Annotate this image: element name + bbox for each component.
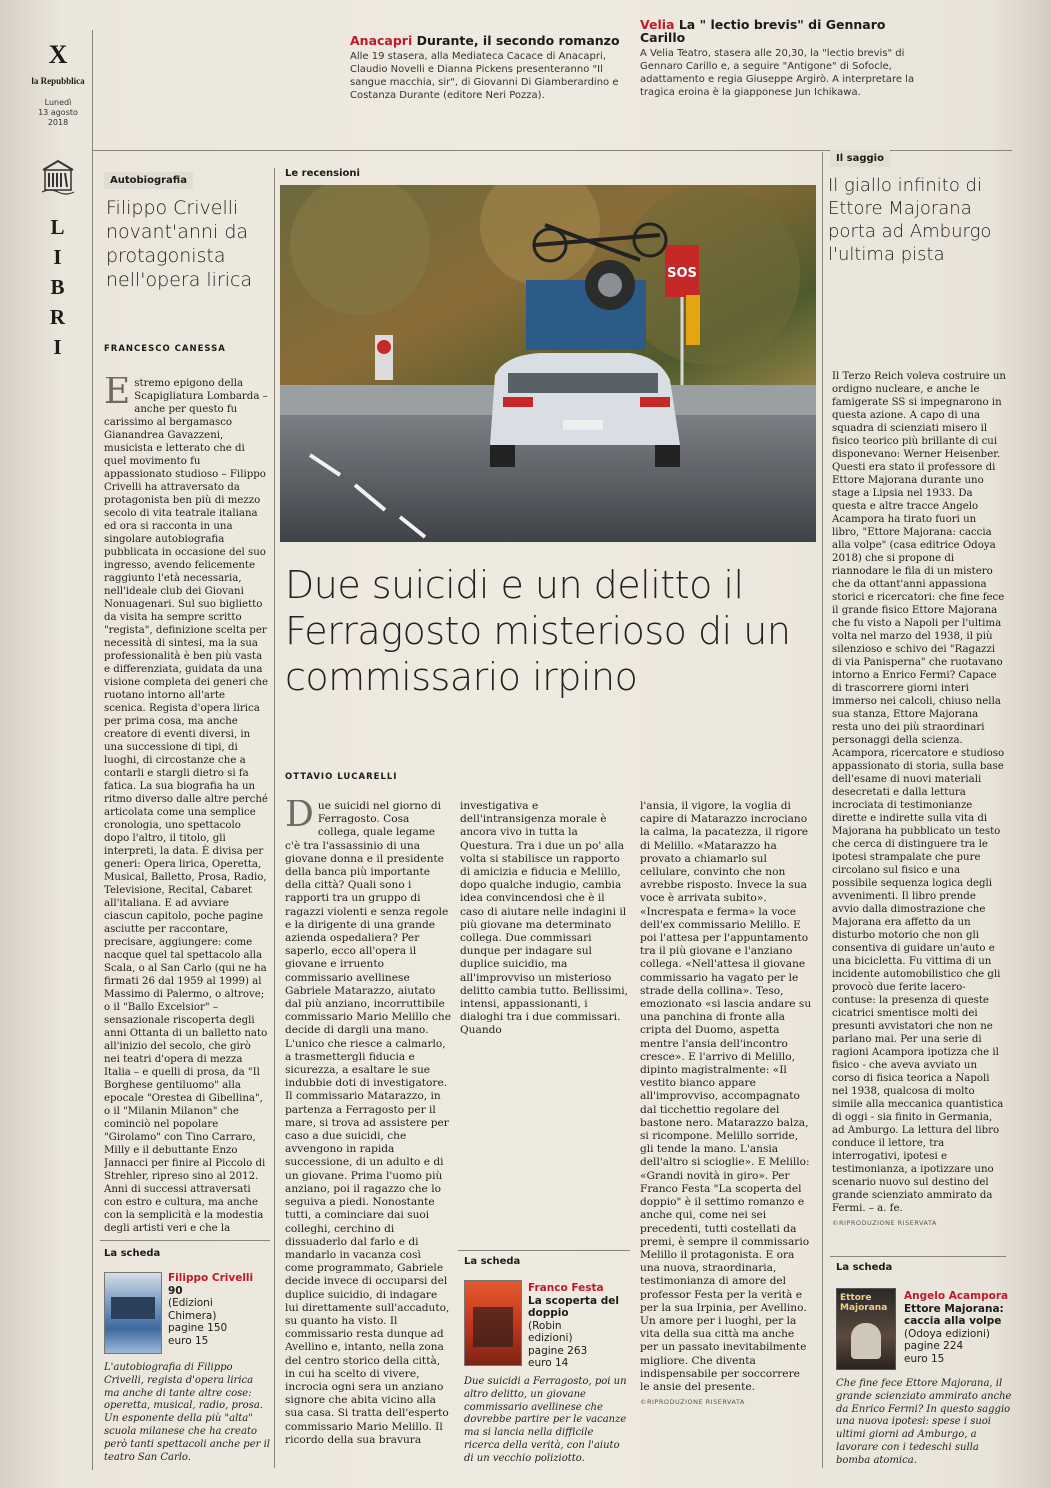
book-cover: Ettore Majorana <box>836 1288 896 1370</box>
section-label-autobiografia: Autobiografia <box>104 172 193 189</box>
bookshelf-icon <box>38 156 78 196</box>
main-headline: Due suicidi e un delitto il Ferragosto misterioso di un commissario irpino <box>285 563 791 699</box>
newspaper-name: la Repubblica <box>31 76 85 86</box>
byline: OTTAVIO LUCARELLI <box>285 772 398 782</box>
article-body: Il Terzo Reich voleva costruire un ordigno nucleare, e anche le famigerate SS si impegnarono in questa azione. A capo di una squadra di scienziati misero il fisico teorico più brillante di cui disponevano: Werner Heisenber. Questi era stato il professore di Ettore Majorana durante uno stage a Lipsia nel 1933. Da questa e altre tracce Angelo Acampora ha tirato fuori un libro, "Ettore Majorana: caccia alla volpe" (casa editrice Odoya 2018) che si propone di riannodare le fila di un mistero che da ottant'anni appassiona storici e ricercatori: che fine fece il grande fisico Ettore Majorana che fu visto a Napoli per l'ultima volta nel marzo del 1938, il più silenzioso e schivo dei "Ragazzi di via Panisperna" che ruotavano intorno a Enrico Fermi? Capace di trascorrere giorni interi immerso nei calcoli, chiuso nella sua stanza, Ettore Majorana resta uno dei più straordinari personaggi della scienza. Acampora, ricercatore e studioso appassionato di storia, sulla base dell'esame di nuovi materiali desecretati e dalla lettura incrociata di testimonianze dirette e indirette sulla vita di Majorana ha pubblicato un testo che cerca di distinguere tra le ipotesi strampalate che pure circolano sul fisico e una possibile sequenza logica degli avvenimenti. Il libro prende avvio dalla dimostrazione che Majorana era affetto da un disturbo motorio che non gli consentiva di guidare un'auto e una bicicletta. Fu vittima di un incidente automobilistico che gli provocò due ferite lacero-contuse: la presenza di queste cicatrici smentisce molti dei presunti avvistatori che non ne parlano mai. Per una serie di ragioni Acampora ipotizza che il fisico - che aveva avviato un corso di fisica teorica a Napoli nel 1938, qualcosa di molto simile alla meccanica quantistica di oggi - sia finito in Germania, ad Amburgo. La lettura del libro conduce il lettore, tra interrogativi, ipotesi e testimonianza, a ipotizzare uno scenario nuovo sul destino del grande scienziato ammirato da Fermi. – a. fe. ©RIPRODUZIONE RISERVATA <box>832 371 1006 1227</box>
issue-date: Lunedì 13 agosto 2018 <box>38 98 78 127</box>
page-sidebar <box>22 40 94 362</box>
section-label-recensioni: Le recensioni <box>285 168 360 179</box>
brief-anacapri: Anacapri Durante, il secondo romanzo Alle 19 stasera, alla Mediateca Cacace di Anacapri, Claudio Novelli e Dianna Pickens presenteranno "Il sangue macchia, sir", di Giovanni Di Giamberardino e Costanza Durante (editore Neri Pozza). <box>350 33 620 101</box>
byline: FRANCESCO CANESSA <box>104 344 226 354</box>
dropcap: E <box>104 377 131 412</box>
article-body: Estremo epigono della Scapigliatura Lombarda – anche per questo fu carissimo al bergamasco Gianandrea Gavazzeni, musicista e letterato che di quel movimento fu appassionato studioso – Filippo Crivelli ha attraversato da protagonista ben più di mezzo secolo di vita teatrale italiana ed ora si racconta in una singolare autobiografia pubblicata in occasione del suo ingresso, avendo felicemente raggiunto l'età necessaria, nell'ideale club dei Giovani Nonuagenari. Sul suo biglietto da visita ha sempre scritto "regista", definizione scelta per necessità di sintesi, ma la sua professionalità è ben più vasta e differenziata, guidata da una visione completa dei generi che ruotano intorno all'arte scenica. Regista d'opera lirica per prima cosa, ma anche creatore di eventi diversi, in una successione di tipi, di luoghi, di circostanze che a contarli e stargli dietro si fa fatica. La sua biografia ha un ritmo diverso dalle altre perché articolata come una semplice cronologia, uno spettacolo dopo l'altro, il titolo, gli interpreti, la data. È divisa per generi: Opera lirica, Operetta, Musical, Balletto, Prosa, Radio, Televisione, Recital, Cabaret all'italiana. E ad avviare ciascun capitolo, poche pagine asciutte per raccontare, precisare, aggiungere: come nacque quel tal spettacolo alla Scala, o al San Carlo (qui ne ha firmati 26 dal 1959 al 1999) al Massimo di Palermo, o altrove; o il "Ballo Excelsior" – sensazionale riscoperta degli anni Ottanta di un balletto nato all'inizio del secolo, che girò nei teatri d'opera di mezza Italia – e quelli di prosa, da "Il Borghese gentiluomo" alla epocale "Orestea di Gibellina", o il "Milanin Milanon" che cominciò nel popolare "Girolamo" con Tino Carraro, Milly e il debuttante Enzo Jannacci per finire al Piccolo di Strehler, ripreso sino al 2012. Anni di successi attraversati con estro e cultura, ma anche con la semplicità e la modestia degli artisti veri e che la <box>104 377 269 1234</box>
article-body-col3: l'ansia, il vigore, la voglia di capire di Matarazzo incrociano la calma, la pacatezza, il rigore di Melillo. «Matarazzo ha provato a chiamarlo sul cellulare, convinto che non avrebbe risposto. Invece la sua voce è arrivata subito». «Increspata e ferma» la voce dell'ex commissario Melillo. E poi l'attesa per l'appuntamento tra il più giovane e l'anziano collega. «Nell'attesa il giovane commissario ha vagato per le strade della collina». Teso, emozionato «si lascia andare su una panchina di fronte alla cripta del Duomo, aspetta mentre l'ansia dell'incontro cresce». E l'arrivo di Melillo, dipinto magistralmente: «Il vestito bianco appare all'improvviso, accompagnato dal ticchettio regolare del bastone nero. Matarazzo balza, si ricompone. Melillo sorride, gli tende la mano. L'ansia dell'altro si scioglie». E Melillo: «Grandi novità in giro». Per Franco Festa "La scoperta del doppio" è il settimo romanzo e anche qui, come nei sei precedenti, tutti costellati da premi, è sempre il commissario Melillo il protagonista. E ora una nuova, straordinaria, testimonianza di amore del professor Festa per la verità e per la sua Irpinia, per Avellino. Un amore per i luoghi, per la vita della sua città ma anche per un passato inevitabilmente migliore. Che diventa indispensabile per soccorrere le ansie del presente. ©RIPRODUZIONE RISERVATA <box>640 800 812 1407</box>
article-photo <box>280 185 816 542</box>
book-cover <box>104 1272 162 1354</box>
article-headline: Il giallo infinito di Ettore Majorana porta ad Amburgo l'ultima pista <box>828 175 992 265</box>
scheda-label: La scheda <box>464 1256 521 1267</box>
photo-sign-text: SOS <box>667 266 697 281</box>
scheda-caption: L'autobiografia di Filippo Crivelli, regista d'opera lirica ma anche di tante altre cose: operetta, musical, radio, prosa. Un esponente della più "alta" scuola milanese che ha creato però tanti spettacoli anche per il teatro San Carlo. <box>104 1362 270 1463</box>
brief-velia: Velia La " lectio brevis" di Gennaro Carillo A Velia Teatro, stasera alle 20,30, la "lectio brevis" di Gennaro Carillo e, a seguire "Antigone" di Sofocle, adattamento e regia Giuseppe Argirò. A interpretare la tragica eroina è la giapponese Jun Ichikawa. <box>640 17 915 98</box>
scheda-label: La scheda <box>836 1262 893 1273</box>
scheda-label: La scheda <box>104 1248 161 1259</box>
sidebar-divider <box>92 30 93 1470</box>
article-body-col1: Due suicidi nel giorno di Ferragosto. Cosa collega, quale legame c'è tra l'assassinio di una giovane donna e il presidente della banca più importante della città? Quali sono i rapporti tra un gruppo di ragazzi violenti e senza regole e la dirigente di una grande azienda ospedaliera? Per saperlo, ecco all'opera il giovane e irruento commissario avellinese Gabriele Matarazzo, aiutato dal più anziano, incorruttibile commissario Mario Melillo che decide di dargli una mano. L'unico che riesce a calmarlo, a trasmettergli fiducia e sicurezza, a esaltare le sue indubbie doti di investigatore. Il commissario Matarazzo, in partenza a Ferragosto per il mare, si trova ad assistere per caso a due suicidi, che avvengono in rapida successione, di un adulto e di un giovane. Prima l'uomo più anziano, poi il ragazzo che lo seguiva a piedi. Nonostante tutti, a cominciare dai suoi colleghi, cerchino di dissuaderlo dal farlo e di mandarlo in vacanza così come programmato, Gabriele decide invece di occuparsi del duplice suicidio, di indagare lui direttamente sull'accaduto, su quanto ha visto. Il commissario resta dunque ad Avellino e, intanto, nella zona del centro storico della città, in cui ha scelto di vivere, incrocia ogni sera un anziano signore che abita vicino alla sua casa. Si tratta dell'esperto commissario Mario Melillo. Il ricordo della sua bravura <box>285 800 451 1446</box>
column-divider <box>822 152 823 1468</box>
column-divider <box>274 168 275 1468</box>
section-label-saggio: Il saggio <box>830 150 890 167</box>
car-photo <box>280 185 816 542</box>
book-cover <box>464 1280 522 1366</box>
dropcap: D <box>285 800 314 835</box>
scheda-details: Filippo Crivelli 90 (Edizioni Chimera) pagine 150 euro 15 <box>168 1272 254 1347</box>
scheda-caption: Due suicidi a Ferragosto, poi un altro delitto, un giovane commissario avellinese che dovrebbe partire per le vacanze ma si lancia nella difficile ricerca della verità, con l'aiuto di un vecchio poliziotto. <box>464 1376 627 1464</box>
section-title-libri: L I B R I <box>49 215 67 359</box>
scheda-details: Angelo Acampora Ettore Majorana: caccia alla volpe (Odoya edizioni) pagine 224 euro 15 <box>904 1290 1009 1365</box>
article-headline: Filippo Crivelli novant'anni da protagonista nell'opera lirica <box>106 197 253 291</box>
page-number: X <box>48 40 68 69</box>
scheda-details: Franco Festa La scoperta del doppio (Robin edizioni) pagine 263 euro 14 <box>528 1282 619 1369</box>
article-body-col2: investigativa e dell'intransigenza morale è ancora vivo in tutta la Questura. Tra i due un po' alla volta si stabilisce un rapporto di amicizia e fiducia e Melillo, dopo qualche indugio, cambia idea convincendosi che è il caso di aiutare nelle indagini il più giovane ma determinato collega. Due commissari dunque per indagare sul duplice suicidio, ma all'improvviso un misterioso delitto cambia tutto. Bellissimi, intensi, appassionanti, i dialoghi tra i due commissari. Quando <box>460 800 629 1037</box>
scheda-caption: Che fine fece Ettore Majorana, il grande scienziato ammirato anche da Enrico Fermi? In questo saggio una nuova ipotesi: spese i suoi ultimi giorni ad Amburgo, a lavorare con i tedeschi sulla bomba atomica. <box>836 1378 1012 1466</box>
